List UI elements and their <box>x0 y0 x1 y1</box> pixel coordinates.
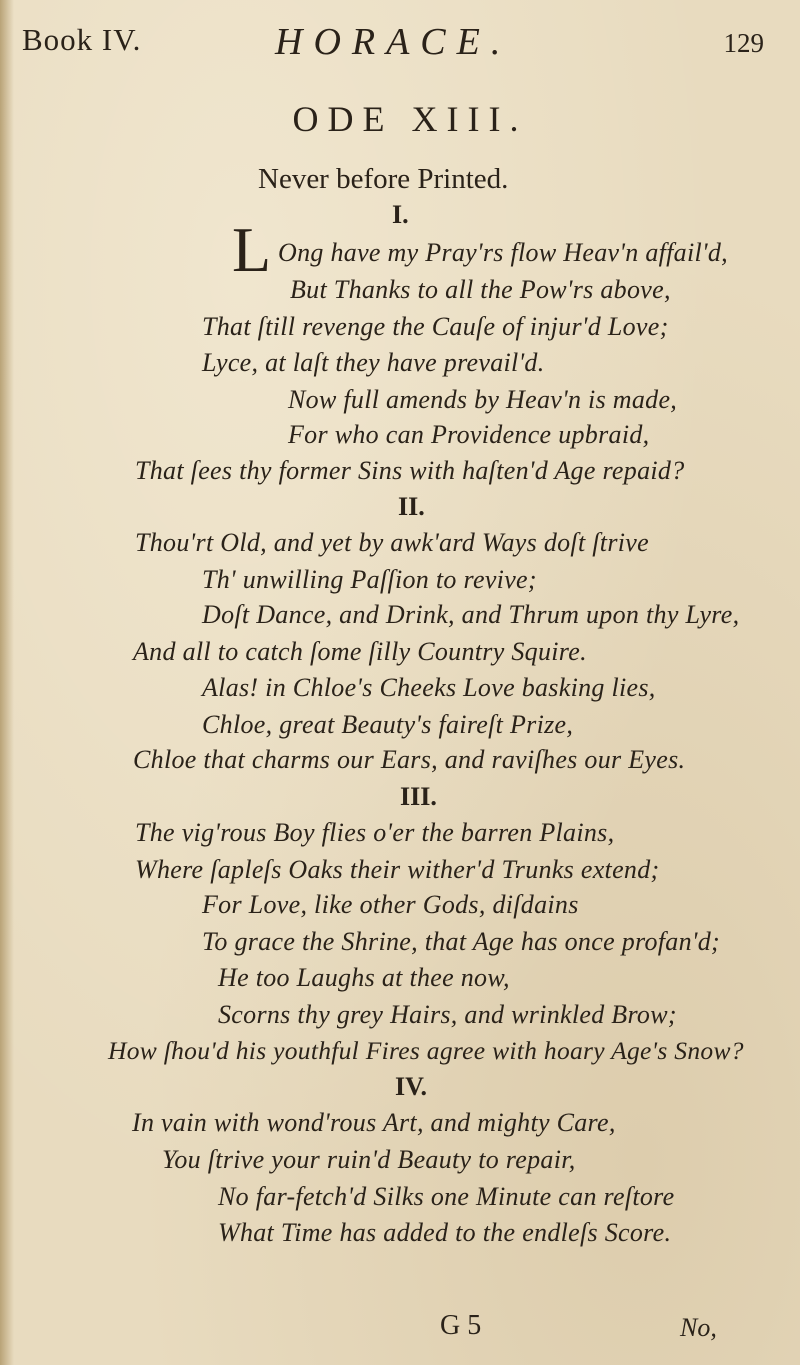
drop-cap: L <box>232 214 272 285</box>
verse-line: Lyce, at laſt they have prevail'd. <box>202 348 545 377</box>
stanza-number: IV. <box>395 1072 428 1101</box>
verse-line: That ſtill revenge the Cauſe of injur'd Love; <box>202 312 669 341</box>
ode-title: ODE XIII. <box>292 99 528 139</box>
verse-line: The vig'rous Boy flies o'er the barren Plains, <box>135 818 615 847</box>
verse-line: But Thanks to all the Pow'rs above, <box>290 275 671 304</box>
page-edge-shadow <box>0 0 14 1365</box>
verse-line: Where ſapleſs Oaks their wither'd Trunks extend; <box>135 855 660 884</box>
running-head <box>0 16 800 66</box>
ode-subtitle: Never before Printed. <box>258 163 509 195</box>
author-label: HORACE. <box>275 21 512 63</box>
verse-line: That ſees thy former Sins with haſten'd Age repaid? <box>135 456 685 485</box>
verse-line: Scorns thy grey Hairs, and wrinkled Brow; <box>218 1000 677 1029</box>
verse-line: Doſt Dance, and Drink, and Thrum upon thy Lyre, <box>202 600 740 629</box>
signature-mark: G 5 <box>440 1310 482 1341</box>
book-label: Book IV. <box>22 22 142 57</box>
page-number: 129 <box>723 28 764 58</box>
verse-line: He too Laughs at thee now, <box>218 963 510 992</box>
verse-line: Chloe, great Beauty's faireſt Prize, <box>202 710 574 739</box>
verse-line: You ſtrive your ruin'd Beauty to repair, <box>162 1145 576 1174</box>
verse-line: How ſhou'd his youthful Fires agree with hoary Age's Snow? <box>108 1036 744 1065</box>
verse-line: And all to catch ſome ſilly Country Squire. <box>133 637 587 666</box>
verse-line: What Time has added to the endleſs Score. <box>218 1218 672 1247</box>
verse-line: Ong have my Pray'rs flow Heav'n affail'd, <box>278 238 728 267</box>
stanza-number: II. <box>398 492 425 521</box>
verse-line: Now full amends by Heav'n is made, <box>288 385 678 414</box>
catchword: No, <box>680 1313 717 1342</box>
verse-line: Th' unwilling Paſſion to revive; <box>202 565 537 594</box>
stanza-number: III. <box>400 782 437 811</box>
verse-line: Alas! in Chloe's Cheeks Love basking lies, <box>202 673 656 702</box>
verse-line: To grace the Shrine, that Age has once profan'd; <box>202 927 721 956</box>
verse-line: For Love, like other Gods, diſdains <box>202 890 579 919</box>
verse-line: For who can Providence upbraid, <box>288 420 650 449</box>
stanza-number: I. <box>392 200 409 229</box>
verse-line: Chloe that charms our Ears, and raviſhes our Eyes. <box>133 745 686 774</box>
verse-line: No far-fetch'd Silks one Minute can reſtore <box>218 1182 675 1211</box>
verse-line: In vain with wond'rous Art, and mighty Care, <box>132 1108 616 1137</box>
verse-line: Thou'rt Old, and yet by awk'ard Ways doſt ſtrive <box>135 528 649 557</box>
